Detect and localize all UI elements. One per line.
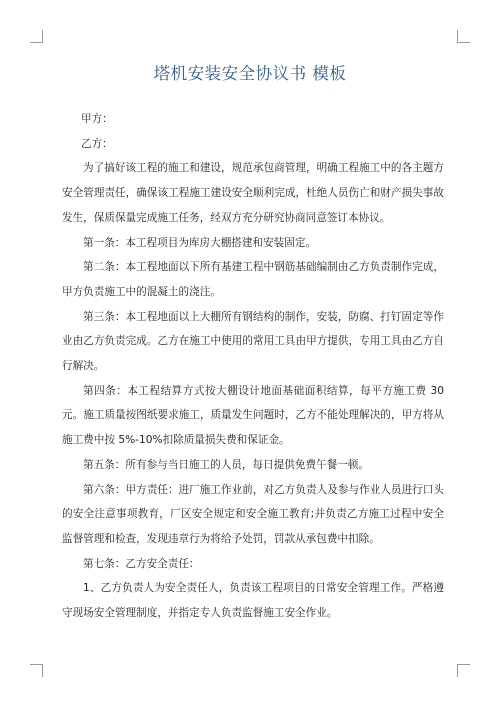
article-4: 第四条：本工程结算方式按大棚设计地面基础面积结算，每平方施工费 30 元。施工质量按图纸要求施工，质量发生问题时，乙方不能处理解决的，甲方将从施工费中按 5%-10%扣除质量损失费和保证金。 xyxy=(62,384,444,447)
article-5: 第五条：所有参与当日施工的人员，每日提供免费午餐一顿。 xyxy=(83,458,370,471)
article-2: 第二条：本工程地面以下所有基建工程中钢筋基础编制由乙方负责制作完成，甲方负责施工中的混凝土的浇注。 xyxy=(62,261,444,298)
article-3: 第三条：本工程地面以上大棚所有钢结构的制作，安装，防腐、打钉固定等作业由乙方负责完成。乙方在施工中使用的常用工具由甲方提供，专用工具由乙方自行解决。 xyxy=(62,310,444,373)
article-7-item-1: 1、乙方负责人为安全责任人，负责该工程项目的日常安全管理工作。严格遵守现场安全管理制度，并指定专人负责监督施工安全作业。 xyxy=(62,582,444,620)
document-body xyxy=(62,107,444,626)
crop-mark-top-right xyxy=(457,30,470,43)
party-b-label: 乙方： xyxy=(81,137,113,150)
crop-mark-bottom-right xyxy=(457,664,470,677)
article-1: 第一条：本工程项目为库房大棚搭建和安装固定。 xyxy=(83,236,317,249)
article-7: 第七条：乙方安全责任： xyxy=(83,557,200,570)
document-title: 塔机安装安全协议书 模板 xyxy=(153,64,347,83)
party-a-label: 甲方： xyxy=(81,113,113,125)
article-6: 第六条：甲方责任：进厂施工作业前，对乙方负责人及参与作业人员进行口头的安全注意事项教育，厂区安全规定和安全施工教育;并负责乙方施工过程中安全监督管理和检查，发现违章行为将给予处罚，罚款从承包费中扣除。 xyxy=(62,483,444,545)
crop-mark-top-left xyxy=(30,30,43,43)
crop-mark-bottom-left xyxy=(30,664,43,677)
intro-paragraph: 为了搞好该工程的施工和建设，规范承包商管理，明确工程施工中的各主题方安全管理责任，确保该工程施工建设安全顺利完成，杜绝人员伤亡和财产损失事故发生，保质保量完成施工任务，经双方充分研究协商同意签订本协议。 xyxy=(62,162,444,224)
